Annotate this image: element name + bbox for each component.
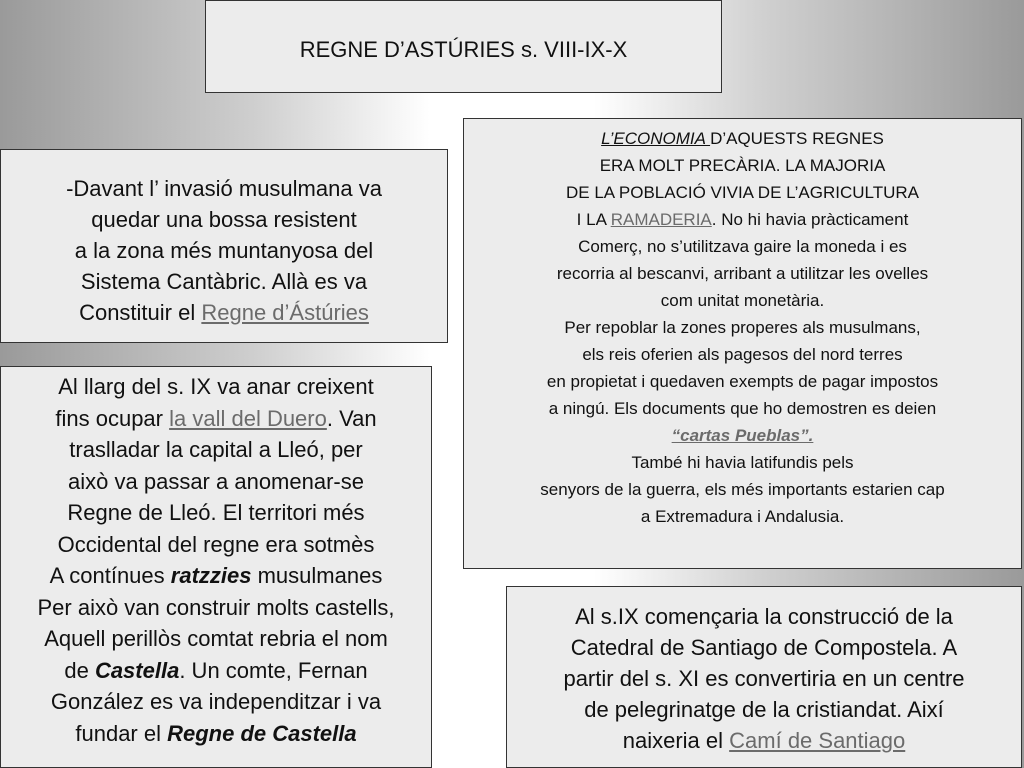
santiago-line-4: de pelegrinatge de la cristiandat. Així: [584, 697, 944, 722]
lleo-line-8: Per això van construir molts castells,: [37, 594, 395, 620]
economy-line-7: com unitat monetària.: [660, 291, 825, 310]
lleo-line-10-pre: de: [64, 657, 95, 683]
santiago-line-3: partir del s. XI es convertiria en un centre: [563, 666, 965, 691]
economy-line-9: els reis oferien als pagesos del nord terres: [582, 345, 903, 364]
economy-line-11: a ningú. Els documents que ho demostren es deien: [548, 399, 937, 418]
economia-link[interactable]: L’ECONOMIA: [601, 129, 711, 148]
title-box: [205, 0, 722, 93]
invasion-line-5-text: Constituir el: [79, 300, 202, 325]
castella-emphasis: Castella: [94, 657, 180, 683]
ramaderia-link[interactable]: RAMADERIA: [610, 210, 712, 229]
invasion-line-1: -Davant l’ invasió musulmana va: [66, 176, 382, 201]
lleo-line-2: [1, 403, 431, 435]
economy-text: [464, 119, 1021, 530]
santiago-line-5: [507, 725, 1021, 756]
lleo-line-2-pre: fins ocupar: [55, 405, 170, 431]
invasion-text: [1, 150, 447, 328]
invasion-line-2: quedar una bossa resistent: [91, 207, 357, 232]
cami-santiago-link[interactable]: Camí de Santiago: [729, 728, 906, 753]
santiago-line-5-pre: naixeria el: [622, 728, 730, 753]
economy-line-15: a Extremadura i Andalusia.: [640, 507, 845, 526]
economy-line-6: recorria al bescanvi, arribant a utilitzar les ovelles: [556, 264, 929, 283]
economy-line-2: ERA MOLT PRECÀRIA. LA MAJORIA: [599, 156, 886, 175]
cartas-pueblas-link[interactable]: “cartas Pueblas”.: [671, 426, 814, 445]
lleo-line-5: Regne de Lleó. El territori més: [67, 500, 365, 525]
lleo-line-12: [1, 718, 431, 750]
lleo-line-7-pre: A contínues: [49, 563, 171, 588]
lleo-line-10-post: . Un comte, Fernan: [179, 657, 368, 683]
economy-line-12: [464, 422, 1021, 449]
lleo-line-7: [1, 560, 431, 592]
invasion-line-5: [1, 297, 447, 328]
lleo-line-4: això va passar a anomenar-se: [68, 468, 364, 494]
lleo-line-9: Aquell perillòs comtat rebria el nom: [44, 626, 388, 651]
lleo-line-6: Occidental del regne era sotmès: [57, 531, 375, 557]
santiago-line-1: Al s.IX començaria la construcció de la: [575, 604, 953, 629]
economy-line-4-post: . No hi havia pràcticament: [711, 210, 909, 229]
ratzzies-emphasis: ratzzies: [170, 563, 252, 588]
economy-line-10: en propietat i quedaven exempts de pagar impostos: [546, 372, 939, 391]
invasion-line-3: a la zona més muntanyosa del: [74, 238, 374, 263]
lleo-line-3: traslladar la capital a Lleó, per: [69, 437, 363, 462]
lleo-line-1: Al llarg del s. IX va anar creixent: [58, 374, 374, 399]
economy-line-14: senyors de la guerra, els més importants estarien cap: [540, 480, 945, 499]
economy-line-8: Per repoblar la zones properes als musulmans,: [564, 318, 921, 337]
santiago-text-box: [506, 586, 1022, 768]
economy-line-4: [464, 206, 1021, 233]
santiago-text: [507, 587, 1021, 756]
lleo-line-12-pre: fundar el: [75, 720, 168, 746]
lleo-text-box: [0, 366, 432, 768]
lleo-text: [1, 367, 431, 749]
invasion-text-box: [0, 149, 448, 343]
santiago-line-2: Catedral de Santiago de Compostela. A: [570, 635, 958, 660]
economy-line-3: DE LA POBLACIÓ VIVIA DE L’AGRICULTURA: [565, 183, 920, 202]
lleo-line-7-post: musulmanes: [251, 563, 383, 588]
lleo-line-2-post: . Van: [326, 405, 377, 431]
economy-line-5: Comerç, no s’utilitzava gaire la moneda i es: [578, 237, 907, 256]
economy-line-4-pre: I LA: [576, 210, 611, 229]
regne-castella-emphasis: Regne de Castella: [167, 720, 357, 746]
lleo-line-10: [1, 655, 431, 687]
lleo-line-11: González es va independitzar i va: [50, 689, 382, 714]
economy-line-1-text: D’AQUESTS REGNES: [710, 129, 884, 148]
economy-text-box: [463, 118, 1022, 569]
vall-duero-link[interactable]: la vall del Duero: [169, 405, 327, 431]
invasion-line-4: Sistema Cantàbric. Allà es va: [80, 269, 368, 294]
slide-title: REGNE D’ASTÚRIES s. VIII-IX-X: [299, 37, 628, 62]
economy-line-1: [464, 125, 1021, 152]
regne-asturies-link[interactable]: Regne d’Ástúries: [201, 300, 369, 325]
economy-line-13: També hi havia latifundis pels: [631, 453, 854, 472]
